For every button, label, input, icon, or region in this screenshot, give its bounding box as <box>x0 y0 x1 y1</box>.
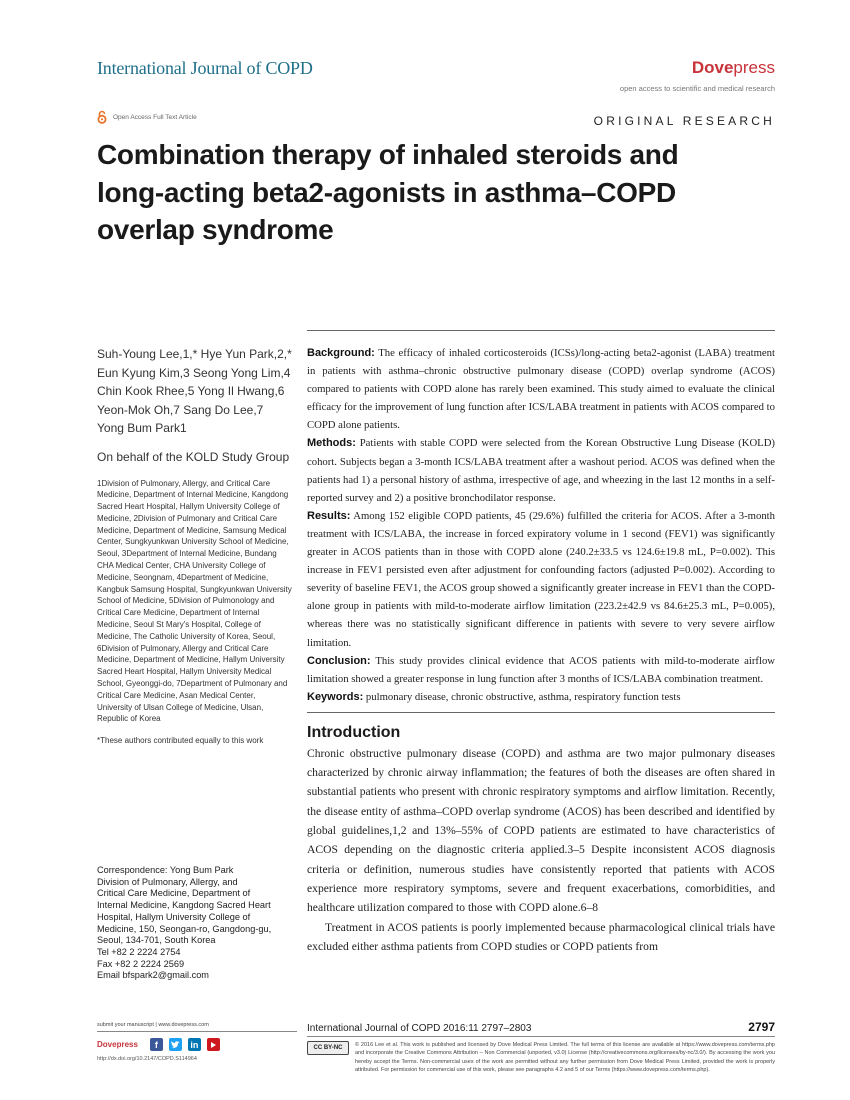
correspondence-line: Seoul, 134-701, South Korea <box>97 935 216 946</box>
footer-right <box>307 1020 775 1074</box>
abstract-results <box>307 507 775 652</box>
keywords-text: pulmonary disease, chronic obstructive, asthma, respiratory function tests <box>365 690 681 703</box>
correspondence-tel: Tel +82 2 2224 2754 <box>97 946 181 957</box>
correspondence-line: Correspondence: Yong Bum Park <box>97 865 234 875</box>
correspondence-fax: Fax +82 2 2224 2569 <box>97 958 185 969</box>
background-label: Background: <box>307 347 375 359</box>
publisher-tagline: open access to scientific and medical research <box>619 84 775 93</box>
doi-link[interactable]: http://dx.doi.org/10.2147/COPD.S114964 <box>97 1056 197 1062</box>
correspondence-line: Division of Pulmonary, Allergy, and <box>97 876 238 887</box>
introduction-body <box>307 744 775 956</box>
abstract-background <box>307 344 775 434</box>
correspondence-line: Hospital, Hallym University College of <box>97 911 251 922</box>
study-group: On behalf of the KOLD Study Group <box>97 449 290 464</box>
publisher-soft: press <box>733 58 775 77</box>
open-access-lock-icon <box>97 110 107 124</box>
introduction-heading: Introduction <box>307 723 401 741</box>
abstract <box>307 331 775 706</box>
results-text: Among 152 eligible COPD patients, 45 (29.6%) fulfilled the criteria for ACOS. After a 3-month treatment with ICS/LABA, the increase in forced expiratory volume in 1 second (FEV1) was significantly greater in ACOS patients than in those with COPD alone (240.2±33.5 vs 124.6±19.8 mL, P=0.002). This increase in FEV1 persisted even after adjustment for confounding factors (adjusted P=0.002). According to severity of baseline FEV1, the ACOS group showed a significantly greater increase in FEV1 than the COPD-alone group in patients with mild-to-moderate airflow limitation (223.2±42.9 vs 84.6±25.3 mL, P=0.005), whereas there was no statistically significant difference in patients with severe to very severe airflow limitation. <box>307 509 775 649</box>
submit-manuscript-link[interactable]: submit your manuscript | www.dovepress.com <box>97 1022 209 1028</box>
twitter-icon[interactable] <box>169 1038 182 1051</box>
main-column <box>307 330 775 956</box>
background-text: The efficacy of inhaled corticosteroids (ICSs)/long-acting beta2-agonist (LABA) treatment in patients with asthma–chronic obstructive pulmonary disease (COPD) overlap syndrome (ACOS) compared to patients with COPD alone has rarely been examined. This study aimed to evaluate the clinical efficacy for the improvement of lung function after ICS/LABA treatment in patients with ACOS compared to COPD alone patients. <box>307 347 775 432</box>
article-title: Combination therapy of inhaled steroids and long-acting beta2-agonists in asthma–COPD overlap syndrome <box>97 139 679 245</box>
correspondence-line: Critical Care Medicine, Department of <box>97 888 251 899</box>
publisher-strong: Dove <box>691 58 734 77</box>
journal-name[interactable]: International Journal of COPD <box>97 58 313 78</box>
facebook-icon[interactable]: f <box>150 1038 163 1051</box>
conclusion-label: Conclusion: <box>307 654 371 667</box>
footer-right-rule <box>307 1036 775 1037</box>
social-links <box>97 1038 297 1051</box>
article-type: ORIGINAL RESEARCH <box>593 114 775 128</box>
linkedin-icon[interactable]: in <box>188 1038 201 1051</box>
results-label: Results: <box>307 509 351 522</box>
citation: International Journal of COPD 2016:11 2797–2803 <box>307 1023 532 1034</box>
footer-left-rule <box>97 1031 297 1032</box>
abstract-conclusion <box>307 652 775 688</box>
methods-label: Methods: <box>307 437 356 450</box>
methods-text: Patients with stable COPD were selected from the Korean Obstructive Lung Disease (KOLD) cohort. Subjects began a 3-month ICS/LABA treatment after a washout period. ACOS was defined when the patients had 1) a personal history of asthma, irrespective of age, and wheezing in the last 12 months in a self-reported survey and 2) a positive bronchodilator response. <box>307 437 775 504</box>
affiliations: 1Division of Pulmonary, Allergy, and Critical Care Medicine, Department of Internal Medicine, Kangdong Sacred Heart Hospital, Hallym University College of Medicine, 2Division of Pulmonary and Critical Care Medicine, Department of Medicine, Samsung Medical Center, Sungkyunkwan University School of Medicine, Seoul, 3Department of Internal Medicine, Bundang CHA Medical Center, CHA University College of Medicine, Seongnam, 4Department of Medicine, Kangbuk Samsung Hospital, Sungkyunkwan University School of Medicine, 5Division of Pulmonology and Critical Care Medicine, Department of Internal Medicine, Seoul St Mary's Hospital, College of Medicine, The Catholic University of Korea, Seoul, 6Division of Pulmonary, Allergy and Critical Care Medicine, Department of Medicine, Hallym University Sacred Heart Hospital, Hallym University Medical School, Gyeonggi-do, 7Department of Pulmonary and Critical Care Medicine, Asan Medical Center, University of Ulsan College of Medicine, Ulsan, Republic of Korea <box>97 478 292 724</box>
open-access-text: Open Access Full Text Article <box>113 113 197 121</box>
equal-contribution-note: *These authors contributed equally to this work <box>97 736 264 746</box>
citation-row <box>307 1020 775 1034</box>
abstract-methods <box>307 434 775 506</box>
footer-left <box>97 1022 297 1062</box>
creative-commons-badge[interactable]: CC BY-NC <box>307 1041 349 1055</box>
abstract-keywords <box>307 688 775 706</box>
license-row <box>307 1041 775 1074</box>
open-access-label <box>97 110 197 124</box>
correspondence-line: Internal Medicine, Kangdong Sacred Heart <box>97 900 271 911</box>
youtube-icon[interactable] <box>207 1038 220 1051</box>
correspondence-email[interactable]: Email bfspark2@gmail.com <box>97 970 209 981</box>
author-column <box>97 345 292 747</box>
publisher-logo[interactable] <box>692 58 775 78</box>
keywords-label: Keywords: <box>307 690 364 703</box>
license-text: © 2016 Lee et al. This work is published and licensed by Dove Medical Press Limited. The full terms of this license are available at https://www.dovepress.com/terms.php and incorporate the Creative Commons Attribution – Non Commercial (unported, v3.0) License (http://creativecommons.org/licenses/by-nc/3.0/). By accessing the work you hereby accept the Terms. Non-commercial uses of the work are permitted without any further permission from Dove Medical Press Limited, provided the work is properly attributed. For permission for commercial use of this work, please see paragraphs 4.2 and 5 of our Terms (https://www.dovepress.com/terms.php). <box>355 1042 775 1073</box>
introduction-paragraph: Chronic obstructive pulmonary disease (COPD) and asthma are two major pulmonary diseases characterized by chronic airway inflammation; the features of both the diseases are often shared in substantial patients who present with chronic respiratory symptoms and airflow limitation. Recently, the disease entity of asthma–COPD overlap syndrome (ACOS) has been described and identified by global guidelines,1,2 and 13%–55% of COPD patients are estimated to have characteristics of ACOS depending on the diagnostic criteria applied.3–5 Despite inconsistent ACOS diagnosis criteria or definition, numerous studies have consistently reported that patients with ACOS experience more respiratory symptoms, severe and frequent exacerbations, comorbidities, and healthcare utilization compared to those with COPD alone.6–8 <box>307 746 775 915</box>
author-list: Suh-Young Lee,1,* Hye Yun Park,2,* Eun Kyung Kim,3 Seong Yong Lim,4 Chin Kook Rhee,5 Yong Il Hwang,6 Yeon-Mok Oh,7 Sang Do Lee,7 Yong Bum Park1 <box>97 347 292 435</box>
correspondence-line: Medicine, 150, Seongan-ro, Gangdong-gu, <box>97 923 272 934</box>
conclusion-text: This study provides clinical evidence that ACOS patients with mild-to-moderate airflow limitation showed a greater response in lung function after 3 months of ICS/LABA combination treatment. <box>307 654 776 685</box>
abstract-bottom-rule <box>307 712 775 713</box>
introduction-paragraph: Treatment in ACOS patients is poorly implemented because pharmacological clinical trials have excluded either asthma patients from COPD studies or COPD patients from <box>307 920 775 953</box>
correspondence-block <box>97 865 297 982</box>
page-number: 2797 <box>748 1020 775 1034</box>
footer-publisher-logo[interactable]: Dovepress <box>97 1040 138 1049</box>
